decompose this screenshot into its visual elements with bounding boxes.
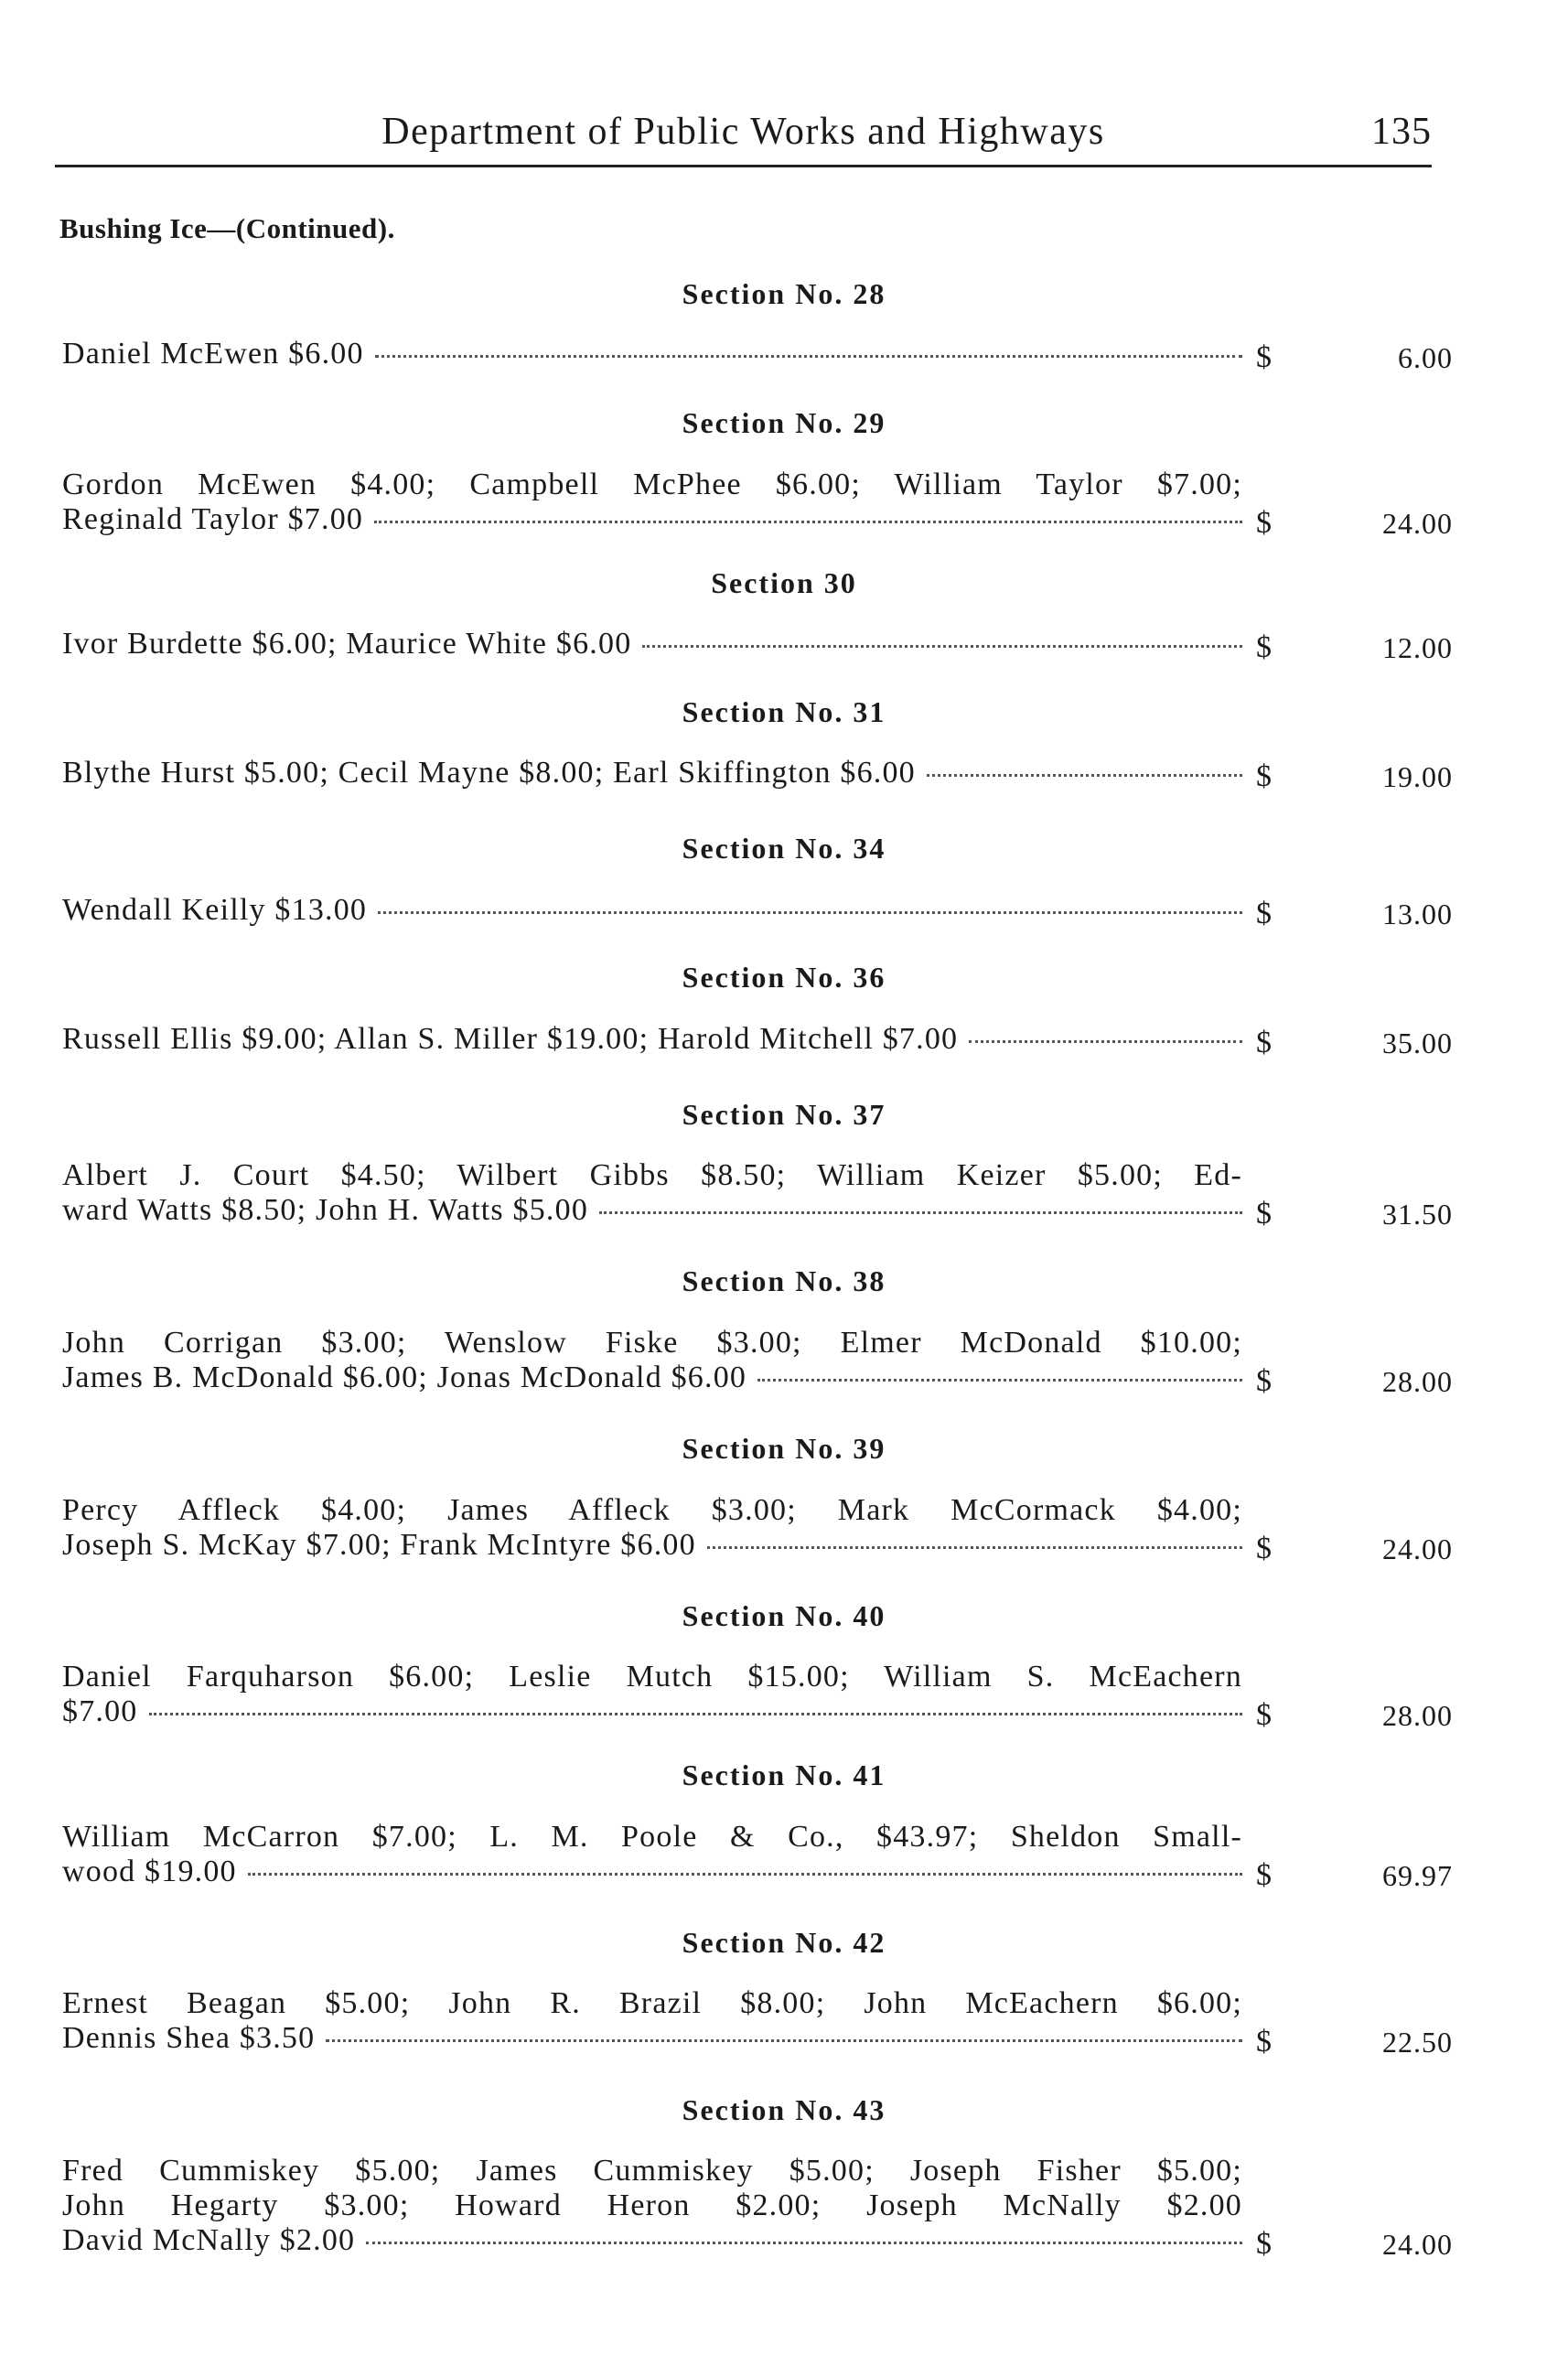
entry-line-text: Russell Ellis $9.00; Allan S. Miller $19.00; Harold Mitchell $7.00 xyxy=(62,1022,959,1056)
dot-leader xyxy=(366,2238,1242,2244)
entry-line-text: James B. McDonald $6.00; Jonas McDonald $6.00 xyxy=(62,1360,747,1394)
section-heading: Section No. 43 xyxy=(682,2093,886,2126)
dot-leader xyxy=(248,1869,1242,1876)
section-heading: Section No. 40 xyxy=(682,1599,886,1632)
currency-symbol: $ xyxy=(1256,1364,1273,1398)
dot-leader xyxy=(599,1208,1242,1214)
section-heading: Section No. 29 xyxy=(682,406,886,439)
entry-line xyxy=(62,502,1453,540)
entry-line xyxy=(62,2223,1453,2261)
dot-leader xyxy=(378,908,1242,914)
dot-leader xyxy=(375,351,1242,358)
section-heading: Section No. 31 xyxy=(682,695,886,728)
section-total-amount: 24.00 xyxy=(1382,507,1453,540)
section-entry xyxy=(62,468,1453,540)
entry-line-text: wood $19.00 xyxy=(62,1855,237,1888)
section-heading: Section 30 xyxy=(711,566,857,599)
section-total-amount: 13.00 xyxy=(1382,898,1453,930)
currency-symbol: $ xyxy=(1256,1532,1273,1565)
entry-line-text: David McNally $2.00 xyxy=(62,2223,356,2257)
section-heading: Section No. 37 xyxy=(682,1098,886,1131)
entry-line xyxy=(62,627,1453,664)
entry-line xyxy=(62,2154,1453,2188)
entry-line-text: Gordon McEwen $4.00; Campbell McPhee $6.00; William Taylor $7.00; xyxy=(62,468,1242,501)
section-heading: Section No. 39 xyxy=(682,1432,886,1465)
section-heading: Section No. 36 xyxy=(682,961,886,994)
section-total-amount: 24.00 xyxy=(1382,2228,1453,2261)
section-heading: Section No. 42 xyxy=(682,1926,886,1959)
section-total-amount: 12.00 xyxy=(1382,631,1453,664)
entry-line-text: Reginald Taylor $7.00 xyxy=(62,502,364,536)
dot-leader xyxy=(707,1543,1242,1549)
currency-symbol: $ xyxy=(1256,506,1273,540)
entry-line xyxy=(62,1158,1453,1193)
currency-symbol: $ xyxy=(1256,1858,1273,1892)
currency-symbol: $ xyxy=(1256,897,1273,930)
section-total-amount: 31.50 xyxy=(1382,1198,1453,1231)
entry-line-text: John Corrigan $3.00; Wenslow Fiske $3.00; Elmer McDonald $10.00; xyxy=(62,1326,1242,1360)
entry-line xyxy=(62,1022,1453,1057)
entry-line-text: Dennis Shea $3.50 xyxy=(62,2021,316,2055)
entry-line xyxy=(62,1986,1453,2021)
entry-line-text: William McCarron $7.00; L. M. Poole & Co., $43.97; Sheldon Small- xyxy=(62,1820,1242,1854)
entry-line-text: Ernest Beagan $5.00; John R. Brazil $8.00; John McEachern $6.00; xyxy=(62,1986,1242,2020)
entry-line-text: Fred Cummiskey $5.00; James Cummiskey $5.00; Joseph Fisher $5.00; xyxy=(62,2154,1242,2188)
entry-line-text: Ivor Burdette $6.00; Maurice White $6.00 xyxy=(62,627,632,661)
entry-line-text: $7.00 xyxy=(62,1694,138,1728)
dot-leader xyxy=(969,1037,1242,1043)
entry-line xyxy=(62,1660,1453,1694)
currency-symbol: $ xyxy=(1256,340,1273,374)
entry-line xyxy=(62,1694,1453,1732)
entry-line-text: John Hegarty $3.00; Howard Heron $2.00; Joseph McNally $2.00 xyxy=(62,2188,1242,2222)
currency-symbol: $ xyxy=(1256,1698,1273,1732)
section-total-amount: 69.97 xyxy=(1382,1859,1453,1892)
header-rule xyxy=(55,165,1432,167)
section-total-amount: 24.00 xyxy=(1382,1532,1453,1565)
section-entry xyxy=(62,1820,1453,1892)
section-entry xyxy=(62,627,1453,664)
entry-line xyxy=(62,1855,1453,1892)
entry-line xyxy=(62,1493,1453,1528)
dot-leader xyxy=(374,517,1242,523)
entry-line xyxy=(62,2021,1453,2059)
entry-line xyxy=(62,1326,1453,1360)
entry-line xyxy=(62,2188,1453,2223)
dot-leader xyxy=(326,2036,1242,2042)
entry-line xyxy=(62,1193,1453,1231)
section-heading: Section No. 34 xyxy=(682,832,886,865)
entry-line xyxy=(62,468,1453,502)
currency-symbol: $ xyxy=(1256,2025,1273,2059)
entry-line xyxy=(62,1820,1453,1855)
entry-line-text: Albert J. Court $4.50; Wilbert Gibbs $8.50; William Keizer $5.00; Ed- xyxy=(62,1158,1242,1192)
section-entry xyxy=(62,2154,1453,2261)
entry-line-text: ward Watts $8.50; John H. Watts $5.00 xyxy=(62,1193,589,1227)
entry-line-text: Daniel Farquharson $6.00; Leslie Mutch $15.00; William S. McEachern xyxy=(62,1660,1242,1694)
section-total-amount: 35.00 xyxy=(1382,1027,1453,1059)
entry-line xyxy=(62,893,1453,928)
section-total-amount: 28.00 xyxy=(1382,1365,1453,1398)
section-entry xyxy=(62,1660,1453,1732)
currency-symbol: $ xyxy=(1256,1026,1273,1059)
dot-leader xyxy=(927,770,1242,777)
currency-symbol: $ xyxy=(1256,1197,1273,1231)
page-number: 135 xyxy=(1371,111,1432,153)
entry-line xyxy=(62,1528,1453,1563)
running-header-title: Department of Public Works and Highways xyxy=(381,111,1105,153)
section-total-amount: 19.00 xyxy=(1382,760,1453,793)
entry-line-text: Joseph S. McKay $7.00; Frank McIntyre $6.00 xyxy=(62,1528,696,1562)
entry-line-text: Blythe Hurst $5.00; Cecil Mayne $8.00; Earl Skiffington $6.00 xyxy=(62,756,916,790)
section-entry xyxy=(62,337,1453,374)
section-heading: Section No. 41 xyxy=(682,1758,886,1791)
currency-symbol: $ xyxy=(1256,2227,1273,2261)
dot-leader xyxy=(757,1375,1242,1382)
entry-line-text: Daniel McEwen $6.00 xyxy=(62,337,364,371)
section-entry xyxy=(62,756,1453,793)
entry-line xyxy=(62,1360,1453,1398)
section-entry xyxy=(62,1022,1453,1057)
section-entry xyxy=(62,1986,1453,2059)
continued-heading: Bushing Ice—(Continued). xyxy=(59,212,395,244)
entry-line xyxy=(62,756,1453,793)
running-header xyxy=(55,110,1432,165)
section-entry xyxy=(62,1493,1453,1563)
dot-leader xyxy=(642,641,1242,648)
currency-symbol: $ xyxy=(1256,759,1273,793)
section-heading: Section No. 28 xyxy=(682,277,886,310)
dot-leader xyxy=(149,1709,1242,1715)
section-total-amount: 22.50 xyxy=(1382,2026,1453,2059)
section-entry xyxy=(62,893,1453,928)
section-total-amount: 28.00 xyxy=(1382,1699,1453,1732)
section-heading: Section No. 38 xyxy=(682,1264,886,1297)
currency-symbol: $ xyxy=(1256,630,1273,664)
entry-line-text: Percy Affleck $4.00; James Affleck $3.00; Mark McCormack $4.00; xyxy=(62,1493,1242,1527)
section-total-amount: 6.00 xyxy=(1398,341,1453,374)
section-entry xyxy=(62,1326,1453,1398)
entry-line xyxy=(62,337,1453,374)
section-entry xyxy=(62,1158,1453,1231)
entry-line-text: Wendall Keilly $13.00 xyxy=(62,893,368,927)
